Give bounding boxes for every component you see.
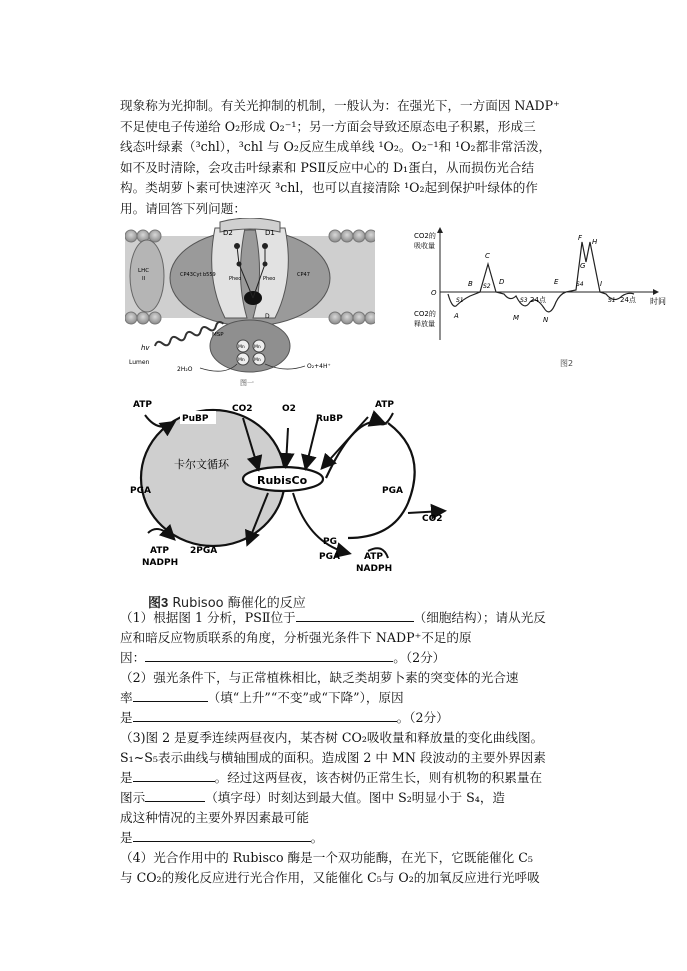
question-text: 。经过这两昼夜，该杏树仍正常生长，则有机物的积累量在: [214, 770, 543, 785]
lipid-head: [125, 230, 137, 242]
question-3-line: [120, 808, 572, 828]
o2-top-label: O2: [282, 404, 296, 414]
d-label: D: [265, 313, 270, 320]
pg-label: PG: [323, 537, 337, 547]
figure-1-psii-diagram: [125, 218, 375, 388]
mn-label: Mn: [254, 345, 261, 350]
question-1-line: [120, 608, 572, 628]
answer-blank[interactable]: [133, 688, 208, 702]
pga2-label: 2PGA: [190, 546, 218, 556]
area-label: S2: [483, 283, 491, 290]
question-text: （细胞结构）；请从光反: [413, 610, 546, 625]
point-label: M: [513, 314, 520, 322]
oec-complex: [210, 320, 290, 372]
question-4-line: [120, 848, 572, 868]
question-text: 。（2分）: [393, 650, 446, 665]
lhc-label: LHC: [138, 268, 150, 274]
lipid-head: [137, 312, 149, 324]
answer-blank[interactable]: [133, 708, 397, 722]
lumen-label: Lumen: [129, 359, 150, 366]
answer-blank[interactable]: [133, 768, 215, 782]
question-text: 是: [120, 710, 133, 725]
lhc-complex: [130, 240, 164, 312]
enzyme-label: RubisCo: [257, 474, 308, 487]
question-1-line: [120, 628, 572, 648]
pubp-label: PuBP: [182, 414, 209, 424]
h2o-label: 2H₂O: [177, 366, 193, 373]
x-axis-label: 时间: [650, 297, 666, 306]
question-text: 与 CO₂的羧化反应进行光合作用，又能催化 C₅与 O₂的加氧反应进行光呼吸: [120, 870, 540, 885]
point-label: E: [554, 278, 559, 286]
psii-core: [170, 218, 330, 326]
cyt-label: Cyt b559: [193, 272, 216, 278]
rubp-label: RuBP: [316, 414, 343, 424]
y-bottom-label: 释放量: [414, 320, 435, 328]
o2-label: O₂+4H⁺: [307, 363, 331, 370]
lipid-head: [329, 312, 341, 324]
question-text: 应和暗反应物质联系的角度，分析强光条件下 NADP⁺不足的原: [120, 630, 472, 645]
cp43-label: CP43: [180, 272, 193, 278]
area-label: S3: [520, 297, 528, 304]
point-label: F: [578, 234, 583, 242]
intro-line: 线态叶绿素（³chl），³chl 与 O₂反应生成单线 ¹O₂。O₂⁻¹和 ¹O₂都非常活泼，: [120, 139, 552, 154]
point-label: I: [600, 280, 603, 288]
figure-3-caption-prefix: 图3: [148, 595, 169, 610]
mn-label: Mn: [254, 358, 261, 363]
point-label: B: [468, 280, 473, 288]
question-3-line: [120, 788, 572, 808]
intro-line: 用。请回答下列问题：: [120, 200, 246, 216]
d2-label: D2: [223, 229, 233, 237]
co2-right-label: CO2: [422, 514, 443, 524]
pga-label: PGA: [382, 486, 403, 496]
intro-paragraph: [120, 96, 565, 219]
time-mark: 24点: [620, 296, 636, 304]
point-label: G: [580, 262, 586, 270]
question-text: （4）光合作用中的 Rubisco 酶是一个双功能酶，在光下，它既能催化 C₅: [120, 850, 533, 865]
lipid-head: [365, 230, 375, 242]
point-label: A: [454, 312, 459, 320]
lhc2-label: II: [142, 276, 146, 282]
area-label: S4: [576, 281, 584, 288]
question-text: 图示: [120, 790, 146, 805]
question-text: （2）强光条件下，与正常植株相比，缺乏类胡萝卜素的突变体的光合速: [120, 670, 519, 685]
figure-2-co2-curve: [410, 222, 680, 372]
question-text: 。: [310, 830, 324, 845]
mn-label: Mn: [238, 345, 245, 350]
question-2-line: [120, 708, 572, 728]
intro-line: 现象称为光抑制。有关光抑制的机制，一般认为：在强光下，一方面因 NADP⁺: [120, 98, 560, 113]
y-top-label: 吸收量: [414, 242, 435, 250]
question-text: （1）根据图 1 分析，PSⅡ位于: [120, 610, 296, 625]
lipid-head: [353, 312, 365, 324]
lipid-head: [329, 230, 341, 242]
lipid-head: [149, 230, 161, 242]
nadph-label: NADPH: [356, 564, 393, 574]
question-block: [120, 608, 572, 888]
question-2-line: [120, 688, 572, 708]
intro-line: 如不及时清除，会攻击叶绿素和 PSⅡ反应中心的 D₁蛋白，从而损伤光合结: [120, 159, 535, 175]
time-mark: 24点: [530, 296, 546, 304]
y-bottom-label: CO2的: [414, 310, 436, 318]
pheo-left-label: Pheo: [229, 276, 242, 282]
question-3-line: [120, 828, 572, 848]
question-text: 率: [120, 690, 133, 705]
question-text: S₁~S₅表示曲线与横轴围成的面积。造成图 2 中 MN 段波动的主要外界因素: [120, 750, 546, 765]
question-text: （3)图 2 是夏季连续两昼夜内，某杏树 CO₂吸收量和释放量的变化曲线图。: [120, 730, 544, 745]
figure-1-caption: 图一: [240, 379, 254, 387]
area-label: S1: [456, 297, 464, 304]
atp-label: ATP: [375, 400, 395, 410]
answer-blank[interactable]: [145, 788, 205, 802]
y-top-label: CO2的: [414, 232, 436, 240]
cycle-label: 卡尔文循环: [174, 458, 229, 471]
hv-label: hv: [141, 344, 150, 352]
question-text: （填字母）时刻达到最大值。图中 S₂明显小于 S₄，造: [205, 790, 506, 805]
atp-label: ATP: [133, 400, 153, 410]
lipid-head: [353, 230, 365, 242]
d1-label: D1: [265, 229, 275, 237]
msp-label: MSP: [212, 332, 224, 338]
figure-3-rubisco-diagram: [118, 393, 458, 588]
question-3-line: [120, 768, 572, 788]
answer-blank[interactable]: [133, 828, 311, 842]
point-label: H: [592, 238, 598, 246]
question-text: 。（2分）: [396, 710, 449, 725]
point-label: C: [485, 252, 490, 260]
figure-3-caption-text: Rubisoo 酶催化的反应: [172, 596, 306, 611]
pheo-right-label: Pheo: [263, 276, 276, 282]
lipid-head: [365, 312, 375, 324]
question-text: 是: [120, 830, 133, 845]
co2-top-label: CO2: [232, 404, 253, 414]
question-3-line: [120, 728, 572, 748]
lipid-head: [341, 312, 353, 324]
atp-label: ATP: [150, 546, 170, 556]
intro-line: 构。类胡萝卜素可快速淬灭 ³chl，也可以直接清除 ¹O₂起到保护叶绿体的作: [120, 180, 538, 195]
question-text: 是: [120, 770, 133, 785]
question-text: （填“上升”“不变”或“下降”），原因: [207, 690, 404, 705]
atp-label: ATP: [364, 552, 384, 562]
point-label: N: [543, 316, 549, 324]
origin-label: O: [431, 289, 437, 297]
question-1-line: [120, 648, 572, 668]
answer-blank[interactable]: [145, 648, 393, 662]
cp47-label: CP47: [297, 272, 310, 278]
mn-label: Mn: [238, 358, 245, 363]
lipid-head: [341, 230, 353, 242]
intro-line: 不足使电子传递给 O₂形成 O₂⁻¹；另一方面会导致还原态电子积累，形成三: [120, 118, 536, 134]
pga-label: PGA: [319, 552, 340, 562]
area-label: S1: [608, 297, 616, 304]
figure-2-caption: 图2: [560, 359, 574, 368]
lipid-head: [149, 312, 161, 324]
pga-label: PGA: [130, 486, 151, 496]
question-2-line: [120, 668, 572, 688]
nadph-label: NADPH: [142, 558, 179, 568]
answer-blank[interactable]: [296, 608, 414, 622]
lipid-head: [125, 312, 137, 324]
question-4-line: [120, 868, 572, 888]
question-text: 因：: [120, 650, 146, 665]
question-3-line: [120, 748, 572, 768]
question-text: 成这种情况的主要外界因素最可能: [120, 810, 309, 825]
point-label: D: [499, 278, 505, 286]
